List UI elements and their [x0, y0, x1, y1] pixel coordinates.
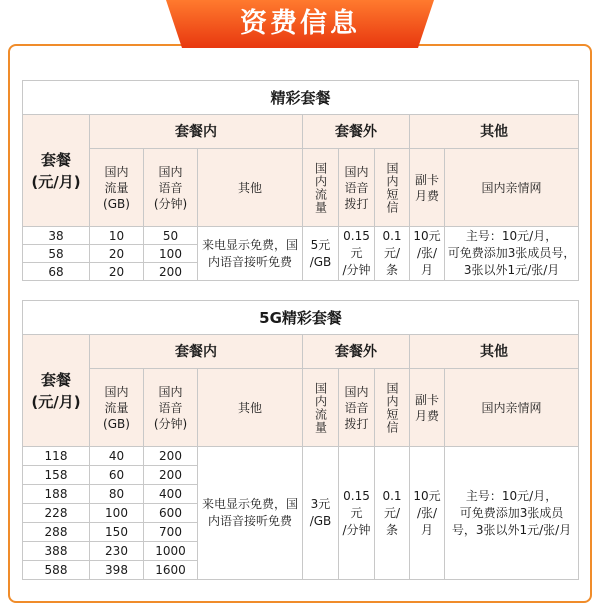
row-data: 398	[90, 561, 144, 580]
row-price: 118	[23, 447, 90, 466]
row-data: 80	[90, 485, 144, 504]
group-inside: 套餐内	[90, 115, 303, 149]
row-data: 10	[90, 227, 144, 245]
row-voice: 200	[144, 447, 198, 466]
table-title: 5G精彩套餐	[23, 301, 579, 335]
page-title: 资费信息	[240, 8, 360, 39]
family-value: 主号：10元/月， 可免费添加3张成员 号，3张以外1元/张/月	[445, 447, 579, 580]
col-voice: 国内 语音 (分钟)	[144, 149, 198, 227]
row-price: 38	[23, 227, 90, 245]
out-data-value: 5元 /GB	[303, 227, 339, 281]
row-data: 100	[90, 504, 144, 523]
row-price: 288	[23, 523, 90, 542]
group-inside: 套餐内	[90, 335, 303, 369]
row-price: 588	[23, 561, 90, 580]
row-price: 158	[23, 466, 90, 485]
group-other: 其他	[410, 115, 579, 149]
col-family: 国内亲情网	[445, 369, 579, 447]
row-voice: 600	[144, 504, 198, 523]
row-voice: 200	[144, 263, 198, 281]
row-voice: 1600	[144, 561, 198, 580]
extra-card-value: 10元 /张/ 月	[410, 447, 445, 580]
group-outside: 套餐外	[303, 335, 410, 369]
out-voice-value: 0.15 元 /分钟	[339, 227, 375, 281]
out-voice-value: 0.15 元 /分钟	[339, 447, 375, 580]
col-out-sms: 国内短信	[385, 381, 399, 434]
group-other: 其他	[410, 335, 579, 369]
group-outside: 套餐外	[303, 115, 410, 149]
row-data: 60	[90, 466, 144, 485]
col-out-data: 国内流量	[313, 381, 328, 434]
col-extra-card: 副卡 月费	[410, 149, 445, 227]
col-data: 国内 流量 (GB)	[90, 149, 144, 227]
col-extra-card: 副卡 月费	[410, 369, 445, 447]
col-data: 国内 流量 (GB)	[90, 369, 144, 447]
out-sms-value: 0.1 元/ 条	[375, 227, 410, 281]
row-price: 188	[23, 485, 90, 504]
table-title: 精彩套餐	[23, 81, 579, 115]
col-out-data: 国内流量	[313, 161, 328, 214]
col-others: 其他	[198, 149, 303, 227]
others-value: 来电显示免费，国 内语音接听免费	[198, 447, 303, 580]
row-price: 58	[23, 245, 90, 263]
family-value: 主号：10元/月， 可免费添加3张成员号， 3张以外1元/张/月	[445, 227, 579, 281]
package-header: 套餐 (元/月)	[23, 115, 90, 227]
row-voice: 400	[144, 485, 198, 504]
out-sms-value: 0.1 元/ 条	[375, 447, 410, 580]
others-value: 来电显示免费，国 内语音接听免费	[198, 227, 303, 281]
package-header: 套餐 (元/月)	[23, 335, 90, 447]
col-out-voice: 国内 语音 拨打	[339, 369, 375, 447]
row-voice: 1000	[144, 542, 198, 561]
row-voice: 50	[144, 227, 198, 245]
extra-card-value: 10元 /张/ 月	[410, 227, 445, 281]
col-out-sms: 国内短信	[385, 161, 399, 214]
row-data: 20	[90, 245, 144, 263]
col-out-voice: 国内 语音 拨打	[339, 149, 375, 227]
row-voice: 200	[144, 466, 198, 485]
plan-table-2	[22, 300, 579, 580]
col-others: 其他	[198, 369, 303, 447]
row-voice: 700	[144, 523, 198, 542]
row-price: 228	[23, 504, 90, 523]
out-data-value: 3元 /GB	[303, 447, 339, 580]
row-data: 20	[90, 263, 144, 281]
col-family: 国内亲情网	[445, 149, 579, 227]
row-data: 230	[90, 542, 144, 561]
row-price: 68	[23, 263, 90, 281]
plan-table-1	[22, 80, 579, 281]
row-data: 40	[90, 447, 144, 466]
row-voice: 100	[144, 245, 198, 263]
row-price: 388	[23, 542, 90, 561]
row-data: 150	[90, 523, 144, 542]
col-voice: 国内 语音 (分钟)	[144, 369, 198, 447]
